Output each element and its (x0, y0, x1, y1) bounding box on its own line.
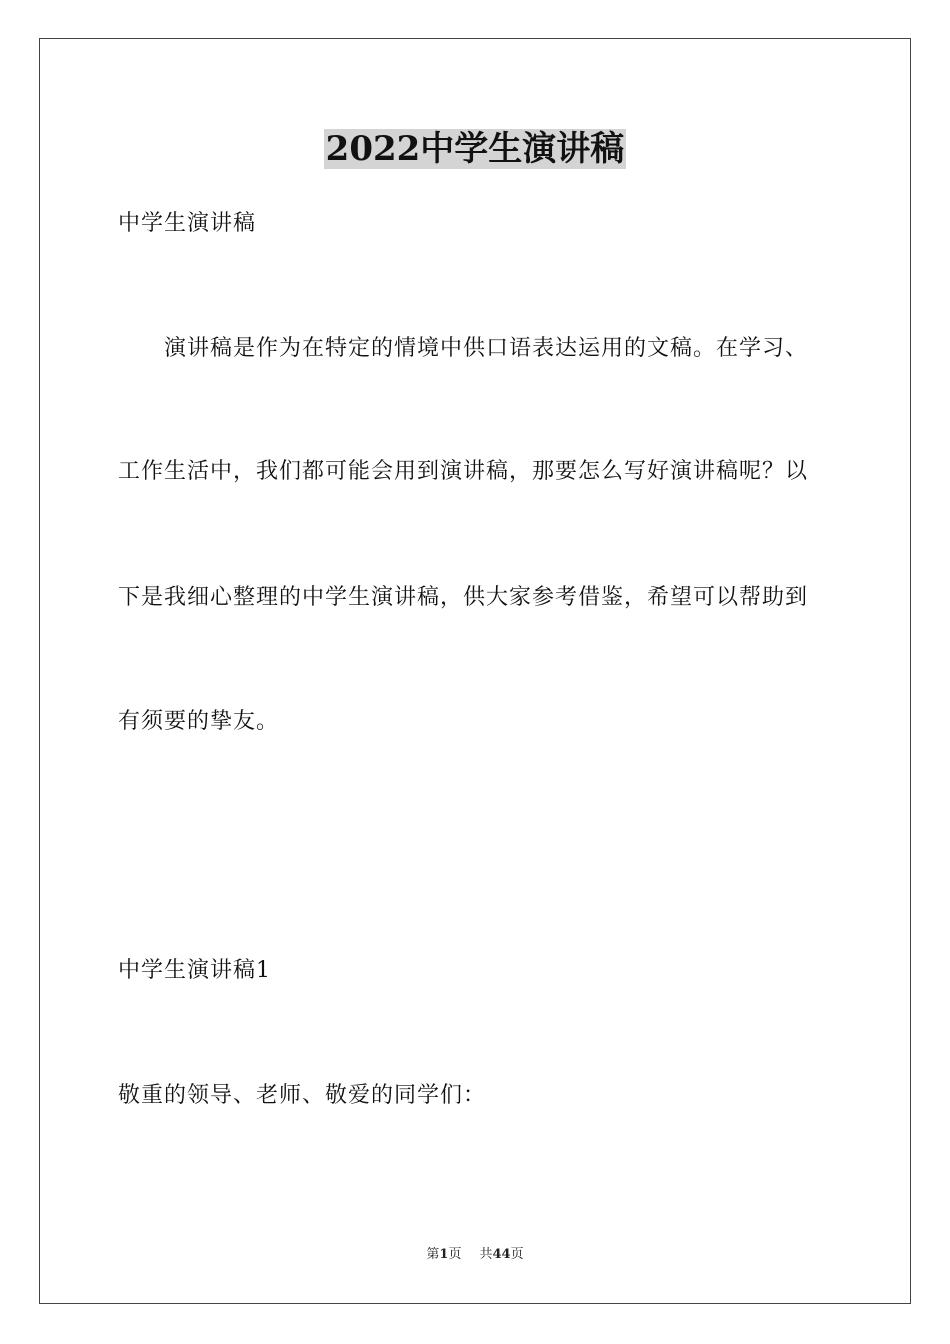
footer-total-prefix: 共 (479, 1247, 493, 1262)
footer-page-number: 1 (439, 1247, 449, 1262)
page-footer (0, 1246, 950, 1264)
greeting-line: 敬重的领导、老师、敬爱的同学们： (118, 1083, 487, 1108)
document-title-text: 2022中学生演讲稿 (325, 129, 625, 169)
intro-line-4: 有须要的挚友。 (118, 709, 280, 734)
intro-line-2: 工作生活中，我们都可能会用到演讲稿，那要怎么写好演讲稿呢？以 (118, 459, 809, 484)
intro-line-1: 演讲稿是作为在特定的情境中供口语表达运用的文稿。在学习、 (164, 336, 809, 361)
document-subtitle: 中学生演讲稿 (118, 211, 257, 236)
section-heading: 中学生演讲稿1 (118, 958, 271, 983)
intro-line-3: 下是我细心整理的中学生演讲稿，供大家参考借鉴，希望可以帮助到 (118, 585, 809, 610)
footer-total-suffix: 页 (510, 1247, 524, 1262)
footer-total-pages: 44 (492, 1247, 511, 1262)
footer-page-prefix: 第 (426, 1247, 440, 1262)
document-title (0, 126, 950, 172)
footer-page-suffix: 页 (448, 1247, 462, 1262)
